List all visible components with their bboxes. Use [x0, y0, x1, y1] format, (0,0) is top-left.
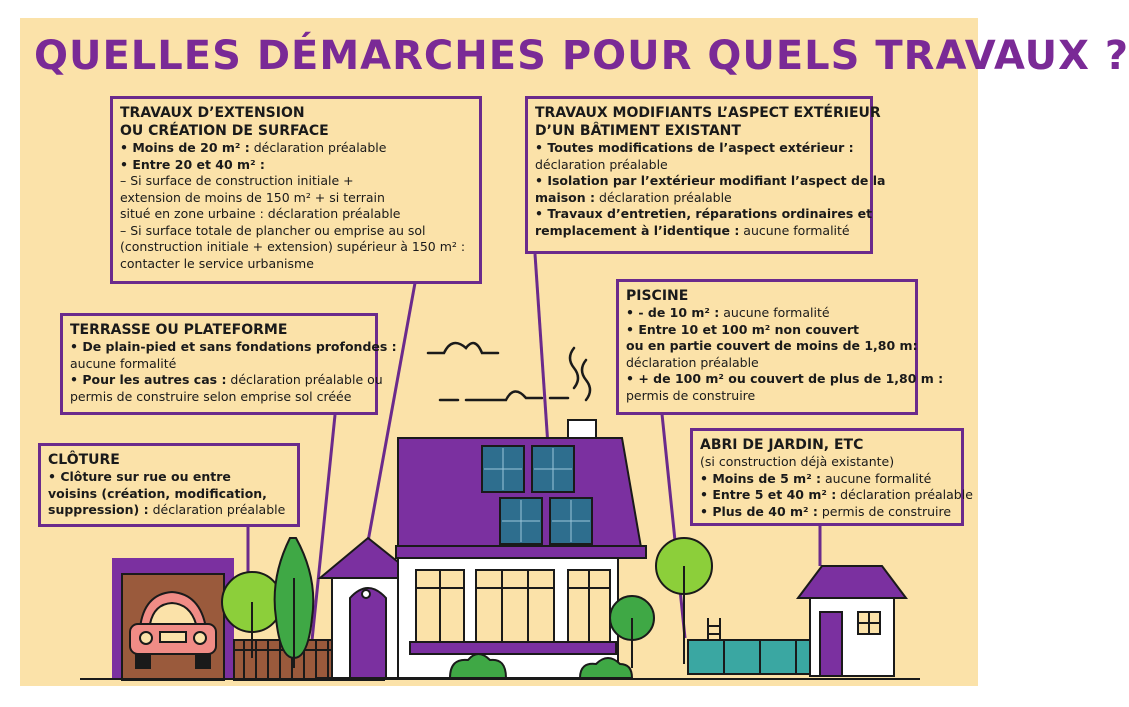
piscine-title: PISCINE — [626, 288, 689, 304]
terrasse-box — [60, 313, 397, 415]
extension-title-2: OU CRÉATION DE SURFACE — [120, 123, 329, 139]
extension-line-5: situé en zone urbaine : déclaration préalable — [120, 206, 401, 221]
abri-box — [690, 428, 973, 526]
extension-title-1: TRAVAUX D’EXTENSION — [120, 105, 305, 121]
extension-line-1-bold: • Moins de 20 m² : — [120, 140, 250, 155]
terrasse-line-3-bold: • Pour les autres cas : — [70, 372, 227, 387]
terrasse-title: TERRASSE OU PLATEFORME — [70, 322, 288, 338]
abri-line-4-text: permis de construire — [817, 503, 952, 519]
extension-line-6: – Si surface totale de plancher ou emprise au sol — [120, 222, 426, 238]
aspect-line-4-bold: maison : — [535, 189, 596, 205]
poster-title: QUELLES DÉMARCHES POUR QUELS TRAVAUX ? — [34, 33, 1129, 79]
aspect-line-2: déclaration préalable — [535, 156, 668, 172]
abri-line-1: (si construction déjà existante) — [700, 454, 895, 469]
terrasse-line-1-bold: • De plain-pied et sans fondations profondes : — [70, 339, 397, 354]
piscine-line-5-bold: • + de 100 m² ou couvert de plus de 1,80 m : — [626, 371, 944, 386]
aspect-line-4-text: déclaration préalable — [595, 189, 732, 205]
extension-line-7: (construction initiale + extension) supérieur à 150 m² : — [120, 239, 466, 254]
poster — [20, 18, 1129, 686]
piscine-line-6: permis de construire — [626, 387, 756, 403]
abri-line-2-bold: • Moins de 5 m² : — [700, 470, 822, 486]
piscine-line-1-bold: • - de 10 m² : — [626, 305, 720, 320]
extension-line-4: extension de moins de 150 m² + si terrain — [120, 189, 385, 205]
aspect-line-6-text: aucune formalité — [739, 222, 850, 238]
terrasse-line-4: permis de construire selon emprise sol créée — [70, 388, 352, 404]
abri-line-3-text: déclaration préalable — [836, 487, 973, 502]
aspect-line-5-bold: • Travaux d’entretien, réparations ordinaires et — [535, 206, 873, 221]
garden-shed-icon — [798, 566, 906, 676]
smoke-icon — [570, 348, 590, 400]
cloture-line-3-text: déclaration préalable — [148, 502, 286, 517]
aspect-title-2: D’UN BÂTIMENT EXISTANT — [535, 123, 741, 139]
cloture-line-1-bold: • Clôture sur rue ou entre — [48, 469, 231, 484]
extension-line-1-text: déclaration préalable — [249, 140, 387, 155]
terrasse-line-3-text: déclaration préalable ou — [226, 372, 383, 387]
abri-line-3-bold: • Entre 5 et 40 m² : — [700, 487, 837, 502]
aspect-line-1-bold: • Toutes modifications de l’aspect extérieur : — [535, 140, 854, 155]
cloture-line-3-bold: suppression) : — [48, 502, 149, 517]
cloture-line-2-bold: voisins (création, modification, — [48, 485, 267, 501]
extension-line-8: contacter le service urbanisme — [120, 255, 314, 271]
aspect-line-6-bold: remplacement à l’identique : — [535, 222, 740, 238]
aspect-box — [525, 96, 886, 254]
cloture-box — [38, 443, 300, 527]
aspect-line-3-bold: • Isolation par l’extérieur modifiant l’aspect de la — [535, 173, 886, 188]
extension-box — [110, 96, 482, 284]
extension-line-2-bold: • Entre 20 et 40 m² : — [120, 156, 265, 172]
abri-line-4-bold: • Plus de 40 m² : — [700, 503, 818, 519]
cloture-title: CLÔTURE — [48, 452, 120, 468]
piscine-line-2-bold: • Entre 10 et 100 m² non couvert — [626, 321, 859, 337]
pool-icon — [688, 618, 828, 674]
extension-line-3: – Si surface de construction initiale + — [120, 173, 354, 188]
terrasse-line-2: aucune formalité — [70, 355, 177, 371]
abri-title: ABRI DE JARDIN, ETC — [700, 437, 864, 453]
cloud-icon — [428, 343, 568, 400]
piscine-line-3-bold: ou en partie couvert de moins de 1,80 m: — [626, 338, 918, 353]
piscine-line-4: déclaration préalable — [626, 354, 759, 370]
piscine-line-1-text: aucune formalité — [719, 305, 830, 320]
piscine-box — [616, 279, 944, 415]
abri-line-2-text: aucune formalité — [821, 470, 932, 486]
aspect-title-1: TRAVAUX MODIFIANTS L’ASPECT EXTÉRIEUR — [535, 105, 881, 121]
